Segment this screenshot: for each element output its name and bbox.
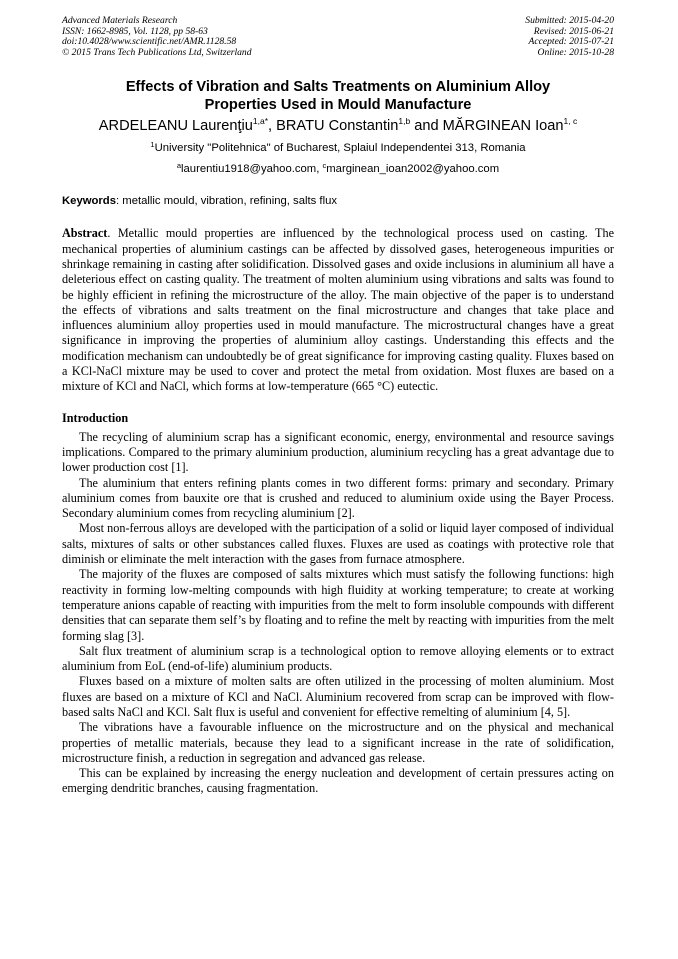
title-line-2: Properties Used in Mould Manufacture (204, 97, 472, 114)
affiliation (62, 141, 614, 156)
author-emails (62, 162, 614, 177)
journal-issn: ISSN: 1662-8985, Vol. 1128, pp 58-63 (62, 25, 208, 37)
journal-name: Advanced Materials Research (62, 15, 178, 26)
email-c: marginean_ioan2002@yahoo.com (326, 163, 500, 176)
paragraph: The vibrations have a favourable influence on the microstructure and on the physical and mechanical properties of metallic materials, because they lead to a significant increase in the rate of solidification, microstructure finish, a reduction in segregation and advanced gas release. (62, 720, 614, 765)
paragraph: Fluxes based on a mixture of molten salts are often utilized in the processing of molten aluminium. Most fluxes are based on a mixture of KCl and NaCl. Aluminium recovered from scrap can be improved with flow-based salts NaCl and KCl. Salt flux is useful and convenient for effective remelting of aluminium [4, 5]. (62, 674, 614, 719)
abstract (62, 226, 614, 394)
journal-doi: doi:10.4028/www.scientific.net/AMR.1128.58 (62, 36, 237, 48)
submission-dates (525, 16, 614, 58)
paper-page (62, 16, 614, 797)
author-3-sup: 1, c (563, 116, 578, 127)
paragraph: Salt flux treatment of aluminium scrap is a technological option to remove alloying elements or to extract aluminium from EoL (end-of-life) aluminium products. (62, 643, 614, 674)
journal-info (62, 16, 252, 58)
date-online: Online: 2015-10-28 (537, 46, 614, 58)
paper-title (62, 78, 614, 114)
affiliation-sup: 1 (150, 140, 155, 150)
keywords (62, 194, 614, 208)
title-line-1: Effects of Vibration and Salts Treatments on Aluminium Alloy (125, 79, 551, 96)
abstract-label: Abstract (62, 226, 108, 241)
date-revised: Revised: 2015-06-21 (533, 25, 614, 37)
journal-copyright: © 2015 Trans Tech Publications Ltd, Switzerland (62, 46, 252, 58)
paragraph: The recycling of aluminium scrap has a significant economic, energy, environmental and resource savings implications. Compared to the primary aluminium production, aluminium recycling has a great advantage due to lower production cost [1]. (62, 429, 614, 475)
date-submitted: Submitted: 2015-04-20 (525, 15, 614, 26)
paragraph: This can be explained by increasing the energy nucleation and development of certain pressures acting on emerging dendritic branches, causing fragmentation. (62, 766, 614, 796)
date-accepted: Accepted: 2015-07-21 (528, 36, 614, 48)
abstract-text: . Metallic mould properties are influenced by the technological process used on casting. The mechanical properties of aluminium castings can be affected by dissolved gases, heterogeneous impurities or shrinkage remaining in casting after solidification. Dissolved gases and oxide inclusions in aluminium all have a deleterious effect on casting quality. The treatment of molten aluminium using vibrations and salts was found to be highly efficient in refining the microstructure of the alloy. The main objective of the paper is to understand the effects of vibrations and salts treatment on the final microstructure and changes that take place and influences aluminium alloy properties used in mould manufacture. The microstructural changes have a great significance in improving the properties of aluminium alloy castings. Understanding this effects and the modification mechanism can undoubtedly be of great significance for improving casting quality. Fluxes based on a KCl-NaCl mixture may be used to cover and protect the metal from oxidation. Most fluxes are based on a mixture of KCl and NaCl, which forms at low-temperature (665 °C) eutectic. (62, 226, 614, 394)
introduction-body (62, 430, 614, 797)
author-3-name: and MĂRGINEAN Ioan (410, 118, 564, 135)
author-1-name: ARDELEANU Laurenţiu (98, 118, 253, 135)
paragraph: The majority of the fluxes are composed of salts mixtures which must satisfy the following functions: high reactivity in forming low-melting compounds with high fluidity at working temperature; to create at working temperature anions capable of reacting with impurities from the melt to form insoluble compounds with different densities that can separate them self’s by floating and to refine the melt by reacting with impurities from the melt forming slag [3]. (62, 567, 614, 643)
email-c-sup: c (322, 161, 327, 171)
author-1-sup: 1,a* (252, 116, 269, 127)
journal-header (62, 16, 614, 58)
email-a-sup: a (176, 161, 182, 171)
affiliation-text: University "Politehnica" of Bucharest, Splaiul Independentei 313, Romania (154, 142, 526, 155)
email-a: laurentiu1918@yahoo.com, (181, 163, 323, 176)
keywords-label: Keywords (62, 195, 116, 208)
author-2-sup: 1,b (398, 116, 411, 127)
introduction-heading: Introduction (62, 410, 129, 425)
paragraph: Most non-ferrous alloys are developed with the participation of a solid or liquid layer composed of individual salts, mixtures of salts or other substances called fluxes. Fluxes are used as coatings with protective role that diminish or eliminate the melt interaction with the gases from furnace atmosphere. (62, 521, 614, 567)
author-2-name: , BRATU Constantin (268, 118, 399, 135)
keywords-text: : metallic mould, vibration, refining, salts flux (116, 195, 338, 208)
author-list (62, 116, 614, 136)
paragraph: The aluminium that enters refining plants comes in two different forms: primary and secondary. Primary aluminium comes from bauxite ore that is crushed and reduced to aluminium oxide using the Bayer Process. Secondary aluminium comes from recycling aluminium [2]. (62, 475, 614, 521)
